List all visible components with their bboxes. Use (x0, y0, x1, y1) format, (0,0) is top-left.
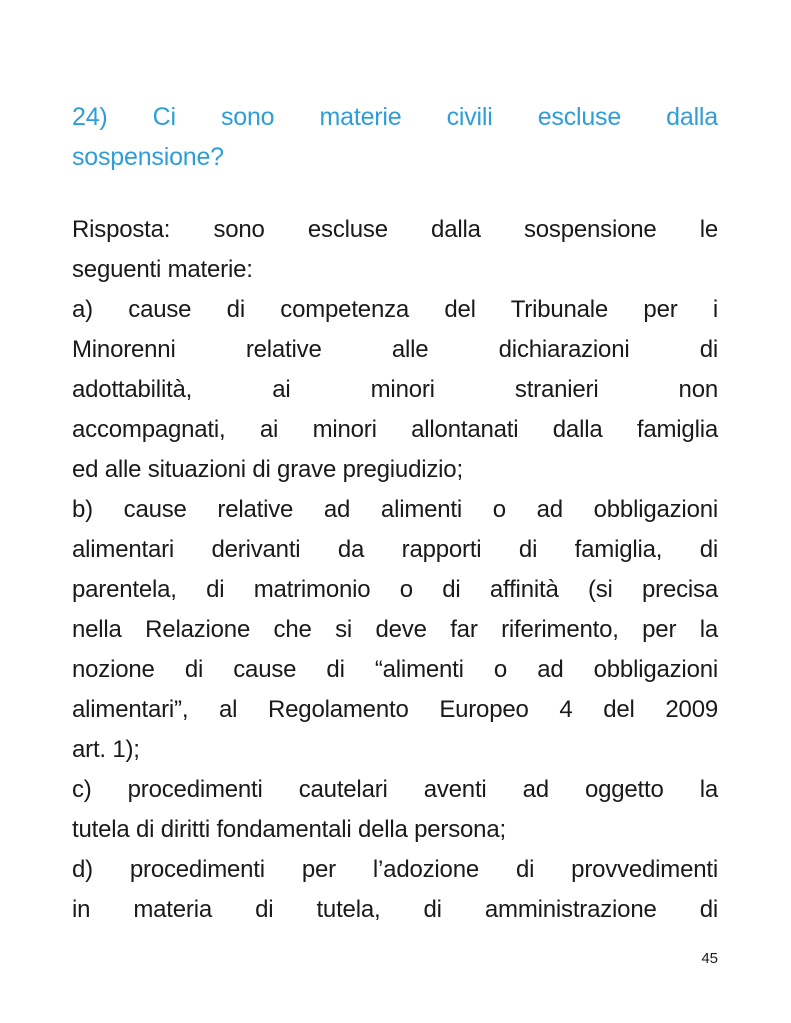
heading-line: sospensione? (72, 143, 224, 171)
text-line: alimentari”, al Regolamento Europeo 4 del 2009 (72, 696, 718, 723)
text-line: a) cause di competenza del Tribunale per i (72, 296, 718, 323)
text-column (72, 97, 718, 930)
text-line: nella Relazione che si deve far riferimento, per la (72, 616, 718, 643)
text-line: tutela di diritti fondamentali della persona; (72, 816, 506, 843)
paragraph-intro (72, 210, 718, 290)
text-line: b) cause relative ad alimenti o ad obbligazioni (72, 496, 718, 523)
text-line: in materia di tutela, di amministrazione di (72, 896, 718, 923)
text-line: seguenti materie: (72, 256, 253, 283)
text-line: nozione di cause di “alimenti o ad obbligazioni (72, 656, 718, 683)
text-line: parentela, di matrimonio o di affinità (si precisa (72, 576, 718, 603)
text-line: adottabilità, ai minori stranieri non (72, 376, 718, 403)
question-heading (72, 97, 718, 177)
text-line: c) procedimenti cautelari aventi ad oggetto la (72, 776, 718, 803)
paragraph-item-b (72, 490, 718, 770)
paragraph-item-a (72, 290, 718, 490)
answer-body (72, 210, 718, 930)
text-line: accompagnati, ai minori allontanati dalla famiglia (72, 416, 718, 443)
text-line: art. 1); (72, 736, 140, 763)
heading-line: 24) Ci sono materie civili escluse dalla (72, 103, 718, 131)
text-line: alimentari derivanti da rapporti di famiglia, di (72, 536, 718, 563)
text-line: Minorenni relative alle dichiarazioni di (72, 336, 718, 363)
page-number: 45 (701, 950, 718, 967)
text-line: ed alle situazioni di grave pregiudizio; (72, 456, 463, 483)
paragraph-item-c (72, 770, 718, 850)
paragraph-item-d (72, 850, 718, 930)
text-line: d) procedimenti per l’adozione di provvedimenti (72, 856, 718, 883)
text-line: Risposta: sono escluse dalla sospensione le (72, 216, 718, 243)
